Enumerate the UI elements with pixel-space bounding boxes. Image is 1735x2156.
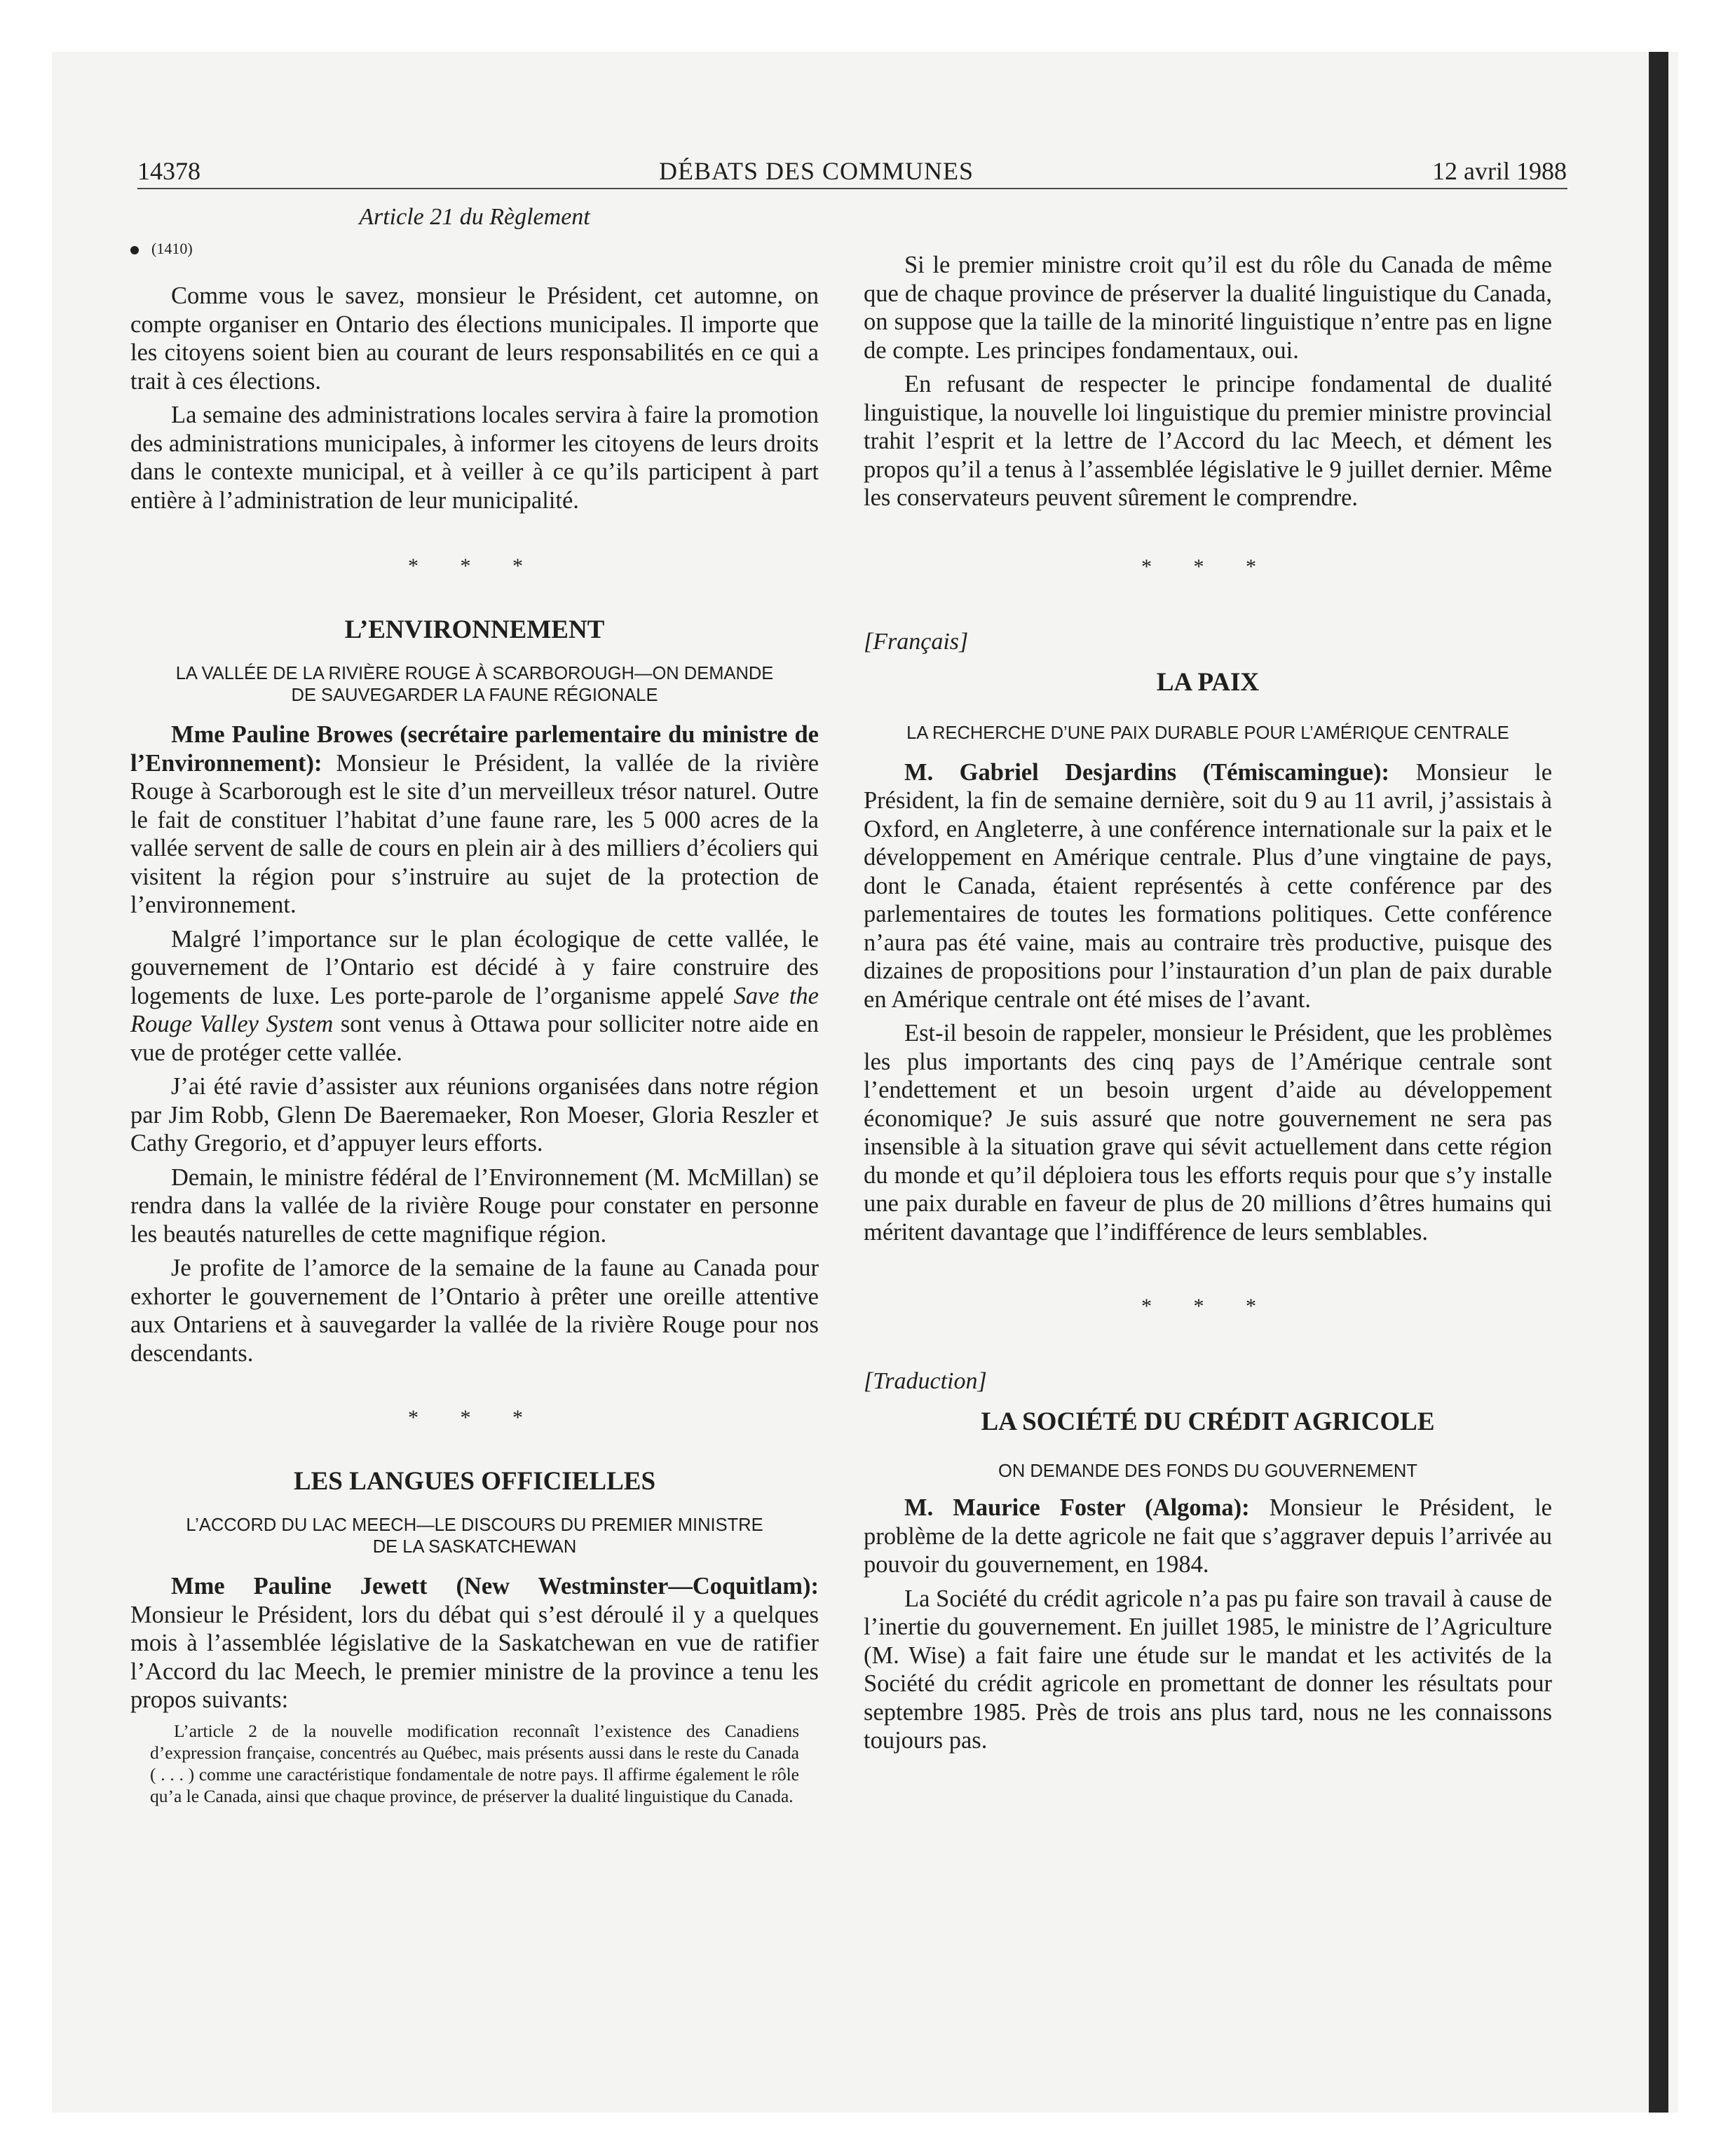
- left-column: [130, 202, 819, 1807]
- right-column: [864, 251, 1552, 1761]
- speech-paragraph: [864, 1494, 1552, 1579]
- speech-text: Malgré l’importance sur le plan écologique de cette vallée, le gouvernement de l’Ontario est décidé à y faire construire des logements de luxe. Les porte-parole de l’organisme appelé: [130, 925, 819, 1009]
- speech-text: sont venus à Ottawa pour solliciter notre aide en vue de protéger cette vallée.: [130, 1011, 819, 1066]
- speech-paragraph: [130, 721, 819, 920]
- page-date: 12 avril 1988: [1432, 157, 1567, 185]
- language-marker: [Traduction]: [864, 1368, 987, 1394]
- section-separator: * * *: [1141, 554, 1274, 578]
- section-subheading: LA VALLÉE DE LA RIVIÈRE ROUGE À SCARBOROUGH—ON DEMANDE DE SAUVEGARDER LA FAUNE RÉGIONALE: [175, 664, 774, 705]
- organisation-name: Save the Rouge Valley System: [130, 982, 819, 1037]
- paragraph: [130, 925, 819, 1067]
- section-heading: LA PAIX: [1156, 667, 1260, 697]
- section-heading: LA SOCIÉTÉ DU CRÉDIT AGRICOLE: [981, 1407, 1435, 1436]
- speech-text: Monsieur le Président, la fin de semaine dernière, soit du 9 au 11 avril, j’assistais à Oxford, en Angleterre, à une conférence internationale sur la paix et le développement en Amérique centrale. Plus d’une vingtaine de pays, dont le Canada, étaient représentés à cette conférence par des parlementaires de toutes les formations politiques. Cette conférence n’aura pas été vaine, mais au contraire très productive, puisque des dizaines de propositions pour l’instauration d’un plan de paix durable en Amérique centrale ont été mises de l’avant.: [864, 758, 1553, 1013]
- section-separator: * * *: [1141, 1295, 1274, 1318]
- section-heading: LES LANGUES OFFICIELLES: [293, 1467, 656, 1496]
- speech-paragraph: [864, 758, 1552, 1014]
- block-quote: L’article 2 de la nouvelle modification reconnaît l’existence des Canadiens d’expression française, concentrés au Québec, mais présents aussi dans le reste du Canada ( . . . ) comme une caractéristique fondamentale de notre pays. Il affirme également le rôle qu’a le Canada, ainsi que chaque province, de préserver la dualité linguistique du Canada.: [150, 1720, 799, 1806]
- speaker-name: Mme Pauline Jewett (New Westminster—Coquitlam):: [171, 1573, 819, 1599]
- speaker-name: M. Maurice Foster (Algoma):: [904, 1494, 1250, 1521]
- scan-edge-border: [1649, 52, 1668, 2113]
- section-subheading: LA RECHERCHE D’UNE PAIX DURABLE POUR L’AMÉRIQUE CENTRALE: [906, 723, 1509, 743]
- section-separator: * * *: [408, 1406, 541, 1429]
- paragraph: En refusant de respecter le principe fondamental de dualité linguistique, la nouvelle loi linguistique du premier ministre provincial trahit l’esprit et la lettre de l’Accord du lac Meech, et dément les propos qu’il a tenus à l’assemblée législative le 9 juillet dernier. Même les conservateurs peuvent sûrement le comprendre.: [864, 371, 1552, 511]
- paragraph: Comme vous le savez, monsieur le Président, cet automne, on compte organiser en Ontario des élections municipales. Il importe que les citoyens soient bien au courant de leurs responsabilités en ce qui a trait à ces élections.: [130, 282, 819, 395]
- speech-text: Monsieur le Président, le problème de la dette agricole ne fait que s’aggraver depuis l’arrivée au pouvoir du gouvernement, en 1984.: [864, 1494, 1552, 1578]
- speech-text: Monsieur le Président, lors du débat qui s’est déroulé il y a quelques mois à l’assemblée législative de la Saskatchewan en vue de ratifier l’Accord du lac Meech, le premier ministre de la province a tenu les propos suivants:: [130, 1601, 819, 1713]
- section-subheading: L’ACCORD DU LAC MEECH—LE DISCOURS DU PREMIER MINISTRE DE LA SASKATCHEWAN: [186, 1515, 763, 1557]
- paragraph: Demain, le ministre fédéral de l’Environnement (M. McMillan) se rendra dans la vallée de la rivière Rouge pour constater en personne les beautés naturelles de cette magnifique région.: [130, 1164, 819, 1248]
- section-separator: * * *: [408, 554, 541, 578]
- speaker-name: Mme Pauline Browes (secrétaire parlementaire du ministre de l’Environnement):: [130, 721, 819, 777]
- section-subheading: ON DEMANDE DES FONDS DU GOUVERNEMENT: [998, 1461, 1417, 1481]
- speech-paragraph: [130, 1572, 819, 1714]
- bullet-dot-icon: [130, 246, 139, 254]
- speech-text: Monsieur le Président, la vallée de la rivière Rouge à Scarborough est le site d’un merveilleux trésor naturel. Outre le fait de constituer l’habitat d’une faune rare, les 5 000 acres de la vallée servent de salle de cours en plein air à des milliers d’écoliers qui visitent la région pour s’instruire au sujet de la protection de l’environnement.: [130, 749, 819, 918]
- paragraph: J’ai été ravie d’assister aux réunions organisées dans notre région par Jim Robb, Glenn De Baeremaeker, Ron Moeser, Gloria Reszler et Cathy Gregorio, et d’appuyer leurs efforts.: [130, 1073, 819, 1157]
- section-label: Article 21 du Règlement: [359, 204, 590, 230]
- time-marker-text: (1410): [151, 240, 193, 257]
- section-heading: L’ENVIRONNEMENT: [344, 615, 605, 644]
- paragraph: Si le premier ministre croit qu’il est du rôle du Canada de même que de chaque province de préserver la dualité linguistique du Canada, on suppose que la taille de la minorité linguistique n’entre pas en ligne de compte. Les principes fondamentaux, oui.: [864, 252, 1552, 364]
- paragraph: Je profite de l’amorce de la semaine de la faune au Canada pour exhorter le gouvernement de l’Ontario à prêter une oreille attentive aux Ontariens et à sauvegarder la vallée de la rivière Rouge pour nos descendants.: [130, 1255, 819, 1367]
- speaker-name: M. Gabriel Desjardins (Témiscamingue):: [904, 758, 1389, 786]
- paragraph: La Société du crédit agricole n’a pas pu faire son travail à cause de l’inertie du gouvernement. En juillet 1985, le ministre de l’Agriculture (M. Wise) a fait faire une étude sur le mandat et les activités de la Société du crédit agricole en promettant de donner les résultats pour septembre 1985. Près de trois ans plus tard, nous ne les connaissons toujours pas.: [864, 1585, 1552, 1754]
- page-title: DÉBATS DES COMMUNES: [659, 157, 974, 185]
- header-rule: [137, 188, 1567, 189]
- paragraph: La semaine des administrations locales servira à faire la promotion des administrations municipales, à informer les citoyens de leurs droits dans le contexte municipal, et à veiller à ce qu’ils participent à part entière à l’administration de leur municipalité.: [130, 402, 819, 514]
- page-number: 14378: [137, 157, 200, 185]
- paragraph: Est-il besoin de rappeler, monsieur le Président, que les problèmes les plus importants des cinq pays de l’Amérique centrale sont l’endettement et un besoin urgent d’aide au développement économique? Je suis assuré que notre gouvernement ne sera pas insensible à la situation grave qui sévit actuellement dans cette région du monde et qu’il déploiera tous les efforts requis pour que s’y installe une paix durable en faveur de plus de 20 millions d’êtres humains qui méritent davantage que l’indifférence de leurs semblables.: [864, 1020, 1552, 1246]
- time-marker: [130, 237, 819, 261]
- language-marker: [Français]: [864, 628, 969, 655]
